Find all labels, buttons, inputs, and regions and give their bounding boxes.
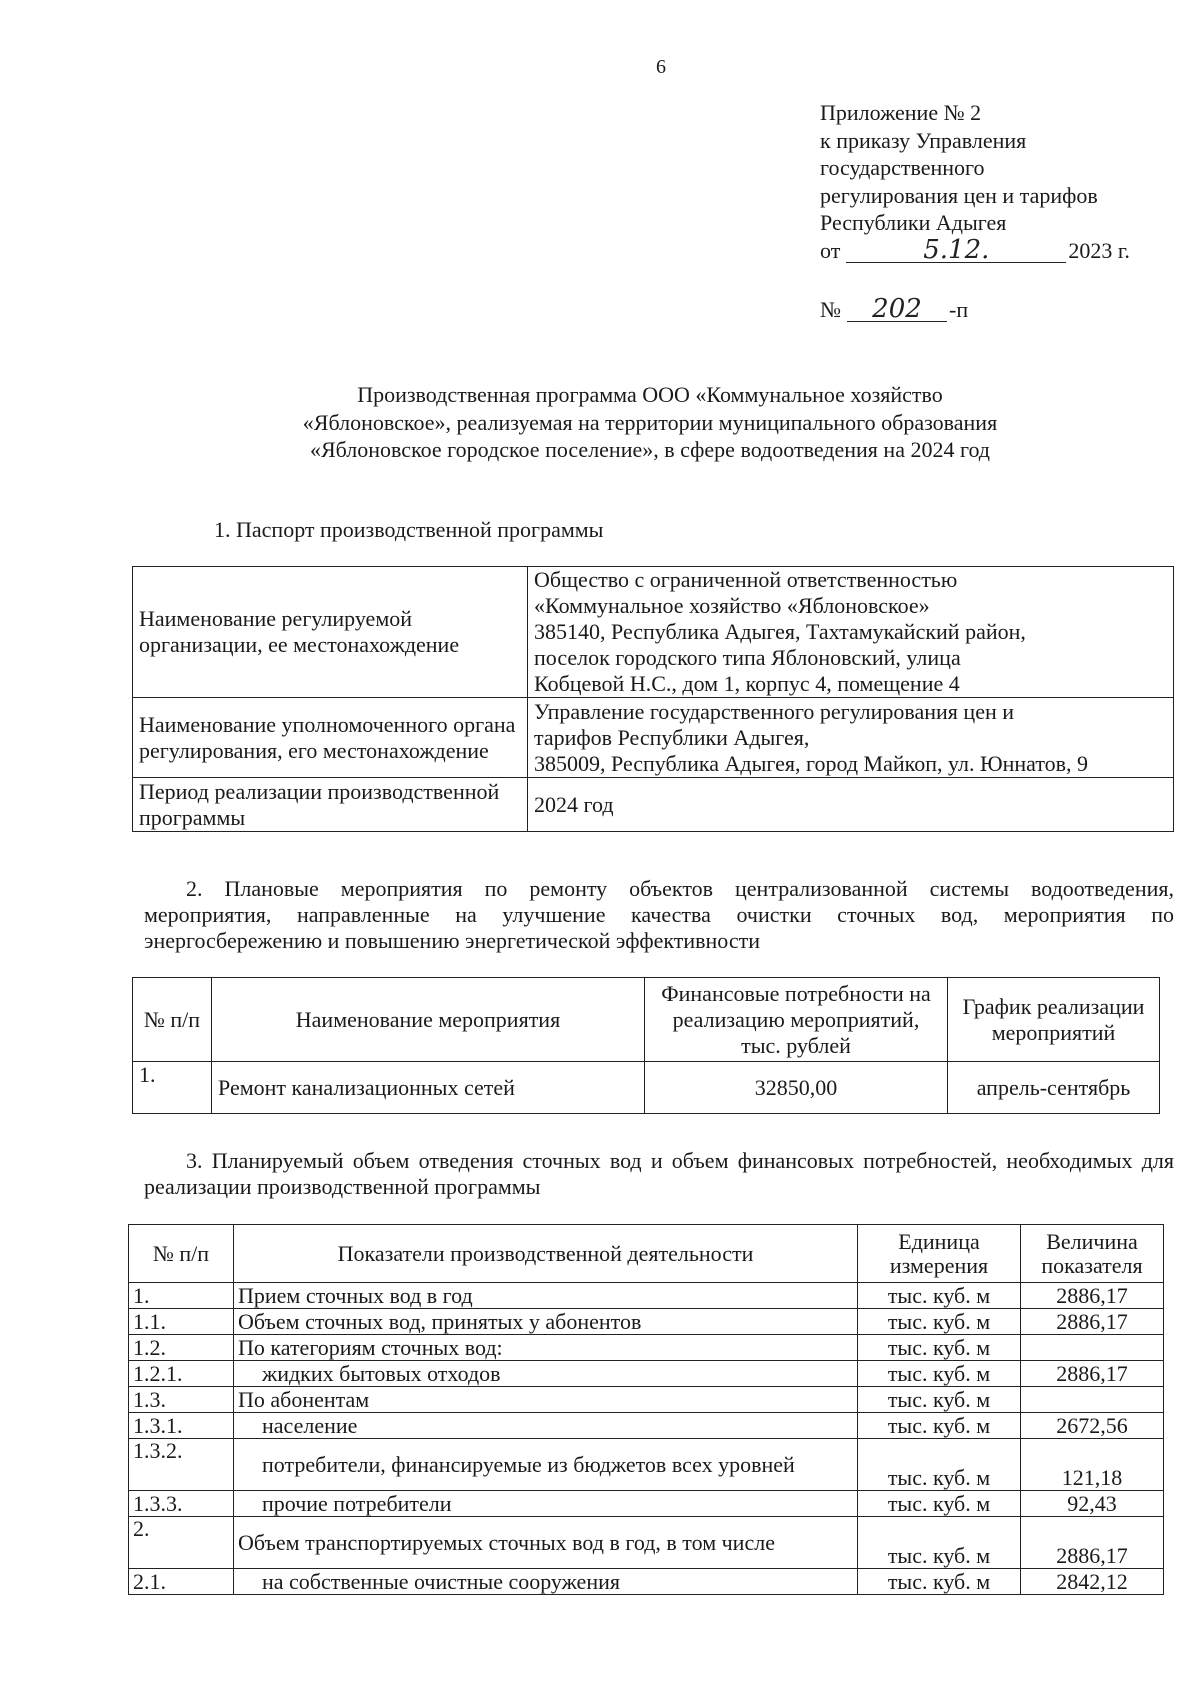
table-header-row bbox=[129, 1225, 1164, 1283]
cell-no: 1.1. bbox=[129, 1309, 234, 1335]
cell-no: 1.3. bbox=[129, 1387, 234, 1413]
passport-key: Период реализации производственной программы bbox=[133, 778, 528, 832]
number-prefix: № bbox=[820, 297, 841, 322]
cell-value: 2842,12 bbox=[1021, 1569, 1164, 1595]
passport-value bbox=[528, 698, 1174, 778]
table-row bbox=[133, 778, 1174, 832]
cell-unit: тыс. куб. м bbox=[858, 1283, 1021, 1309]
header-no: № п/п bbox=[133, 978, 212, 1062]
cell-value: 2886,17 bbox=[1021, 1283, 1164, 1309]
cell-unit: тыс. куб. м bbox=[858, 1361, 1021, 1387]
value-line: «Коммунальное хозяйство «Яблоновское» bbox=[534, 593, 930, 618]
table-row bbox=[129, 1517, 1164, 1569]
cell-name: население bbox=[234, 1413, 858, 1439]
cell-name: Прием сточных вод в год bbox=[234, 1283, 858, 1309]
cell-finance: 32850,00 bbox=[645, 1062, 948, 1114]
header-no: № п/п bbox=[129, 1225, 234, 1283]
value-line: 2024 год bbox=[534, 791, 614, 817]
cell-no: 2.1. bbox=[129, 1569, 234, 1595]
page-number: 6 bbox=[656, 56, 666, 78]
table-row bbox=[129, 1439, 1164, 1491]
value-line: Общество с ограниченной ответственностью bbox=[534, 567, 958, 592]
cell-unit: тыс. куб. м bbox=[858, 1335, 1021, 1361]
table-row bbox=[133, 1062, 1160, 1114]
cell-no: 1.3.3. bbox=[129, 1491, 234, 1517]
cell-value: 92,43 bbox=[1021, 1491, 1164, 1517]
passport-value bbox=[528, 778, 1174, 832]
annex-line: Приложение № 2 bbox=[820, 100, 982, 125]
cell-name: Ремонт канализационных сетей bbox=[212, 1062, 645, 1114]
annex-line: Республики Адыгея bbox=[820, 210, 1007, 235]
cell-no: 1.2. bbox=[129, 1335, 234, 1361]
header-name: Показатели производственной деятельности bbox=[234, 1225, 858, 1283]
cell-unit: тыс. куб. м bbox=[858, 1569, 1021, 1595]
cell-value: 2886,17 bbox=[1021, 1361, 1164, 1387]
cell-unit: тыс. куб. м bbox=[858, 1491, 1021, 1517]
cell-value bbox=[1021, 1387, 1164, 1413]
cell-unit: тыс. куб. м bbox=[858, 1413, 1021, 1439]
cell-value: 2886,17 bbox=[1021, 1517, 1164, 1569]
document-title: Производственная программа ООО «Коммунальное хозяйство «Яблоновское», реализуемая на территории муниципального образования «Яблоновское городское поселение», в сфере водоотведения на 2024 год bbox=[302, 382, 998, 462]
table-row bbox=[129, 1569, 1164, 1595]
table-row bbox=[129, 1283, 1164, 1309]
passport-key: Наименование регулируемой организации, ее местонахождение bbox=[133, 567, 528, 698]
table-row bbox=[129, 1335, 1164, 1361]
header-name: Наименование мероприятия bbox=[212, 978, 645, 1062]
cell-unit: тыс. куб. м bbox=[858, 1309, 1021, 1335]
cell-name: Объем транспортируемых сточных вод в год, в том числе bbox=[234, 1517, 858, 1569]
value-line: 385009, Республика Адыгея, город Майкоп, ул. Юннатов, 9 bbox=[534, 750, 1089, 776]
indicators-table bbox=[128, 1224, 1164, 1595]
passport-key: Наименование уполномоченного органа регулирования, его местонахождение bbox=[133, 698, 528, 778]
cell-name: По абонентам bbox=[234, 1387, 858, 1413]
cell-no: 1. bbox=[129, 1283, 234, 1309]
cell-value bbox=[1021, 1335, 1164, 1361]
annex-line: государственного bbox=[820, 155, 985, 180]
header-unit: Единица измерения bbox=[858, 1225, 1021, 1283]
measures-table bbox=[132, 977, 1160, 1114]
date-prefix: от bbox=[820, 237, 841, 263]
table-row bbox=[129, 1413, 1164, 1439]
cell-no: 1.3.1. bbox=[129, 1413, 234, 1439]
handwritten-number: 202 bbox=[847, 297, 947, 322]
value-line: 385140, Республика Адыгея, Тахтамукайский район, bbox=[534, 619, 1026, 644]
cell-no: 2. bbox=[129, 1517, 234, 1569]
cell-schedule: апрель-сентябрь bbox=[948, 1062, 1160, 1114]
annex-date-line bbox=[820, 234, 1180, 265]
section1-heading: 1. Паспорт производственной программы bbox=[214, 517, 604, 542]
header-value: Величина показателя bbox=[1021, 1225, 1164, 1283]
annex-line: регулирования цен и тарифов bbox=[820, 182, 1098, 208]
value-line: Управление государственного регулирования цен и bbox=[534, 698, 1015, 724]
table-row bbox=[133, 567, 1174, 698]
number-suffix: -п bbox=[949, 297, 969, 322]
table-row bbox=[129, 1491, 1164, 1517]
table-header-row bbox=[133, 978, 1160, 1062]
value-line: Кобцевой Н.С., дом 1, корпус 4, помещение 4 bbox=[534, 671, 960, 696]
cell-value: 2886,17 bbox=[1021, 1309, 1164, 1335]
cell-name: По категориям сточных вод: bbox=[234, 1335, 858, 1361]
table-row bbox=[133, 698, 1174, 778]
passport-value bbox=[528, 567, 1174, 698]
cell-name: Объем сточных вод, принятых у абонентов bbox=[234, 1309, 858, 1335]
header-schedule: График реализации мероприятий bbox=[948, 978, 1160, 1062]
handwritten-date: 5.12. bbox=[846, 238, 1066, 263]
value-line: поселок городского типа Яблоновский, улица bbox=[534, 645, 961, 670]
cell-value: 121,18 bbox=[1021, 1439, 1164, 1491]
cell-name: прочие потребители bbox=[234, 1491, 858, 1517]
table-row bbox=[129, 1309, 1164, 1335]
date-suffix: 2023 г. bbox=[1068, 237, 1130, 263]
cell-no: 1. bbox=[133, 1062, 212, 1114]
table-row bbox=[129, 1361, 1164, 1387]
section3-heading: 3. Планируемый объем отведения сточных вод и объем финансовых потребностей, необходимых для реализации производственной программы bbox=[144, 1148, 1174, 1199]
annex-block bbox=[820, 99, 1180, 264]
cell-name: на собственные очистные сооружения bbox=[234, 1569, 858, 1595]
cell-unit: тыс. куб. м bbox=[858, 1439, 1021, 1491]
cell-unit: тыс. куб. м bbox=[858, 1387, 1021, 1413]
cell-no: 1.2.1. bbox=[129, 1361, 234, 1387]
table-row bbox=[129, 1387, 1164, 1413]
header-finance: Финансовые потребности на реализацию мероприятий, тыс. рублей bbox=[645, 978, 948, 1062]
cell-name: потребители, финансируемые из бюджетов всех уровней bbox=[234, 1439, 858, 1491]
cell-value: 2672,56 bbox=[1021, 1413, 1164, 1439]
order-number-line bbox=[820, 294, 969, 324]
cell-unit: тыс. куб. м bbox=[858, 1517, 1021, 1569]
cell-no: 1.3.2. bbox=[129, 1439, 234, 1491]
cell-name: жидких бытовых отходов bbox=[234, 1361, 858, 1387]
section2-heading: 2. Плановые мероприятия по ремонту объектов централизованной системы водоотведения, мероприятия, направленные на улучшение качества очистки сточных вод, мероприятия по энергосбережению и повышению энергетической эффективности bbox=[144, 876, 1174, 953]
value-line: тарифов Республики Адыгея, bbox=[534, 724, 810, 750]
annex-line: к приказу Управления bbox=[820, 127, 1027, 153]
passport-table bbox=[132, 566, 1174, 832]
